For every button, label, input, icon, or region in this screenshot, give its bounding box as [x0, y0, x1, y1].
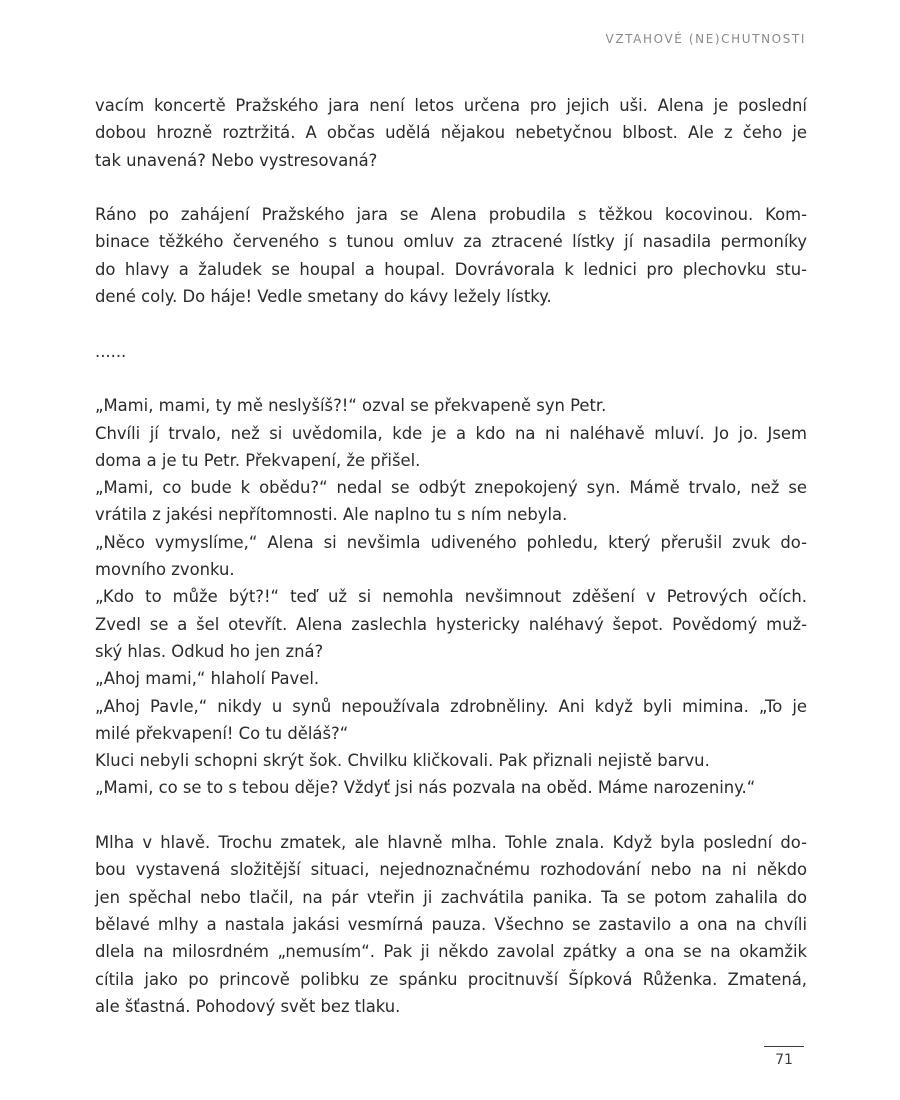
text-line: doma a je tu Petr. Překvapení, že přišel.	[95, 450, 421, 470]
text-line: tak unavená? Nebo vystresovaná?	[95, 150, 378, 170]
text-line: milé překvapení! Co tu děláš?“	[95, 723, 349, 743]
text-line: ale šťastná. Pohodový svět bez tlaku.	[95, 996, 401, 1016]
text-line: „Něco vymyslíme,“ Alena si nevšimla udiveného pohledu, který přerušil zvuk do-	[95, 532, 807, 552]
text-line: „Ahoj mami,“ hlaholí Pavel.	[95, 669, 320, 689]
text-line: „Kdo to může být?!“ teď už si nemohla nevšimnout zděšení v Petrových očích.	[95, 587, 807, 607]
folio-rule	[764, 1046, 804, 1047]
text-line: Zvedl se a šel otevřít. Alena zaslechla hystericky naléhavý šepot. Povědomý muž-	[95, 614, 807, 634]
text-line: vrátila z jakési nepřítomnosti. Ale naplno tu s ním nebyla.	[95, 505, 568, 525]
text-line: Kluci nebyli schopni skrýt šok. Chvilku kličkovali. Pak přiznali nejistě barvu.	[95, 751, 710, 771]
text-line: do hlavy a žaludek se houpal a houpal. Dovrávorala k lednici pro plechovku stu-	[95, 259, 807, 279]
text-line: dobou hrozně roztržitá. A občas udělá nějakou nebetyčnou blbost. Ale z čeho je	[95, 123, 807, 143]
paragraph-2	[95, 201, 807, 310]
paragraph-4	[95, 829, 807, 1020]
text-line: „Mami, co se to s tebou děje? Vždyť jsi nás pozvala na oběd. Máme narozeniny.“	[95, 778, 756, 798]
text-line: „Mami, mami, ty mě neslyšíš?!“ ozval se překvapeně syn Petr.	[95, 396, 607, 416]
scene-break	[95, 338, 807, 365]
text-line: „Mami, co bude k obědu?“ nedal se odbýt znepokojený syn. Mámě trvalo, než se	[95, 478, 807, 498]
text-line: ský hlas. Odkud ho jen zná?	[95, 641, 324, 661]
scene-break-dots: ......	[95, 341, 127, 361]
text-line: bělavé mlhy a nastala jakási vesmírná pauza. Všechno se zastavilo a ona na chvíli	[95, 914, 807, 934]
text-line: movního zvonku.	[95, 560, 235, 580]
text-line: cítila jako po princově polibku ze spánku procitnuvší Šípková Růženka. Zmatená,	[95, 969, 807, 989]
page-number: 71	[775, 1052, 793, 1068]
body-text	[95, 92, 807, 1020]
text-line: Mlha v hlavě. Trochu zmatek, ale hlavně mlha. Tohle znala. Když byla poslední do-	[95, 833, 807, 853]
text-line: Chvíli jí trvalo, než si uvědomila, kde je a kdo na ni naléhavě mluví. Jo jo. Jsem	[95, 423, 807, 443]
paragraph-1	[95, 92, 807, 174]
text-line: dené coly. Do háje! Vedle smetany do kávy ležely lístky.	[95, 287, 552, 307]
text-line: vacím koncertě Pražského jara není letos určena pro jejich uši. Alena je poslední	[95, 96, 807, 115]
paragraph-3	[95, 392, 807, 801]
text-line: jen spěchal nebo tlačil, na pár vteřin ji zachvátila panika. Ta se potom zahalila do	[95, 887, 807, 907]
text-line: Ráno po zahájení Pražského jara se Alena probudila s těžkou kocovinou. Kom-	[95, 205, 807, 225]
text-line: dlela na milosrdném „nemusím“. Pak ji někdo zavolal zpátky a ona se na okamžik	[95, 942, 807, 962]
text-line: bou vystavená složitější situaci, nejednoznačnému rozhodování nebo na ni někdo	[95, 860, 807, 880]
text-line: „Ahoj Pavle,“ nikdy u synů nepoužívala zdrobněliny. Ani když byli mimina. „To je	[95, 696, 807, 716]
text-line: binace těžkého červeného s tunou omluv za ztracené lístky jí nasadila permoníky	[95, 232, 807, 252]
running-header: VZTAHOVÉ (NE)CHUTNOSTI	[605, 32, 806, 46]
